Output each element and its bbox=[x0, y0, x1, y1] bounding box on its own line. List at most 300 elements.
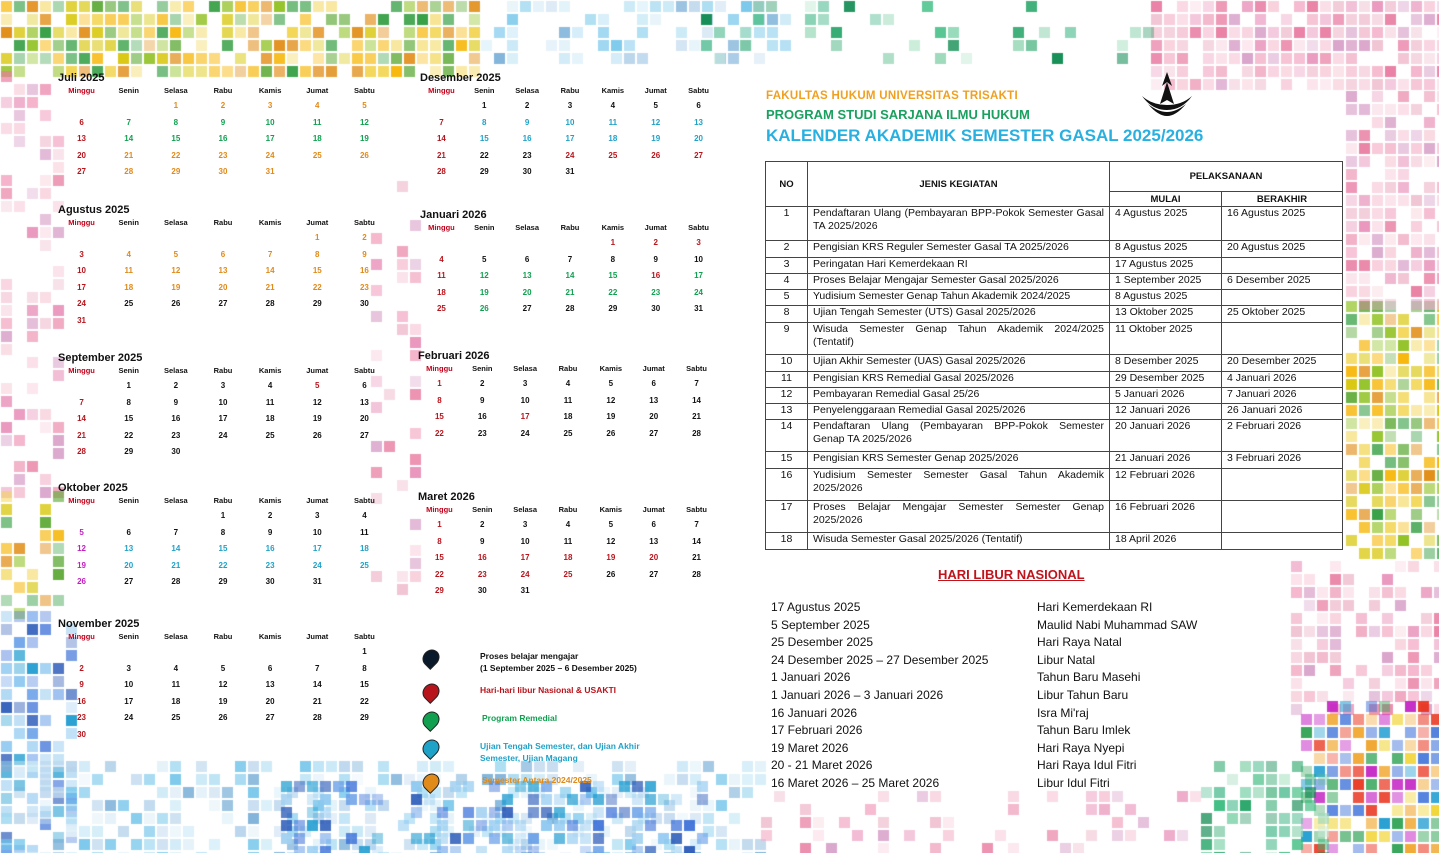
day-cell bbox=[199, 444, 246, 461]
day-cell: 26 bbox=[77, 577, 87, 586]
day-cell: 28 bbox=[312, 713, 322, 722]
weekday-label: Jumat bbox=[306, 496, 329, 505]
day-cell: 17 bbox=[312, 544, 322, 553]
weekday-header bbox=[58, 86, 388, 98]
col-pelaksanaan: PELAKSANAAN bbox=[1110, 162, 1343, 192]
holiday-name: Hari Raya Nyepi bbox=[1037, 740, 1125, 755]
day-cell: 21 bbox=[171, 560, 181, 570]
day-cell: 6 bbox=[267, 663, 273, 673]
day-cell: 16 bbox=[171, 414, 181, 423]
month-calendar bbox=[58, 72, 388, 181]
weekday-label: Jumat bbox=[642, 505, 665, 514]
day-cell: 16 bbox=[77, 696, 87, 706]
weekday-label: Selasa bbox=[163, 218, 188, 227]
table-row bbox=[766, 241, 1343, 258]
holiday-name: Tahun Baru Masehi bbox=[1037, 670, 1141, 685]
weekday-label: Selasa bbox=[163, 366, 188, 375]
day-cell: 10 bbox=[124, 680, 134, 689]
weekday-label: Selasa bbox=[513, 505, 538, 514]
day-cell: 19 bbox=[606, 553, 616, 562]
day-cell: 29 bbox=[479, 167, 489, 176]
weekday-label: Kamis bbox=[601, 223, 625, 232]
cell-mulai: 18 April 2026 bbox=[1110, 533, 1222, 550]
month-title: Oktober 2025 bbox=[58, 482, 128, 494]
cell-mulai: 12 Februari 2026 bbox=[1110, 469, 1222, 501]
day-cell: 23 bbox=[522, 150, 532, 160]
day-cell: 18 bbox=[608, 134, 618, 143]
week-row bbox=[418, 567, 718, 584]
day-cell: 5 bbox=[608, 379, 614, 388]
day-cell: 17 bbox=[124, 696, 134, 706]
weekday-label: Jumat bbox=[306, 86, 329, 95]
weekday-label: Senin bbox=[118, 632, 139, 641]
weekday-label: Senin bbox=[474, 223, 495, 232]
drop-icon bbox=[419, 708, 443, 732]
day-cell bbox=[549, 235, 592, 252]
day-cell: 14 bbox=[312, 680, 322, 689]
day-cell: 30 bbox=[477, 586, 487, 595]
day-cell: 15 bbox=[479, 134, 489, 143]
cell-kegiatan: Pengisian KRS Reguler Semester Gasal TA 2025/2026 bbox=[808, 241, 1110, 258]
day-cell: 30 bbox=[265, 577, 275, 586]
day-cell bbox=[247, 230, 294, 247]
day-cell: 18 bbox=[563, 412, 573, 421]
legend-item bbox=[420, 708, 710, 736]
day-cell: 21 bbox=[265, 282, 275, 292]
weekday-label: Kamis bbox=[258, 632, 282, 641]
cell-kegiatan: Pendaftaran Ulang (Pembayaran BPP-Pokok Semester Gasal TA 2025/2026 bbox=[808, 207, 1110, 241]
day-cell bbox=[199, 644, 246, 661]
day-cell bbox=[152, 727, 199, 744]
day-cell bbox=[152, 644, 199, 661]
day-cell: 11 bbox=[360, 527, 369, 537]
day-cell bbox=[506, 235, 549, 252]
day-cell: 28 bbox=[692, 569, 702, 579]
holiday-date: 25 Desember 2025 bbox=[771, 635, 874, 650]
month-title: Agustus 2025 bbox=[58, 204, 130, 216]
weekday-header bbox=[418, 505, 718, 517]
day-cell: 29 bbox=[434, 586, 444, 595]
weekday-label: Jumat bbox=[644, 86, 667, 95]
day-cell: 3 bbox=[696, 238, 701, 247]
day-cell: 15 bbox=[608, 271, 618, 280]
day-cell: 15 bbox=[312, 266, 322, 275]
day-cell: 9 bbox=[362, 249, 367, 259]
cell-berakhir bbox=[1222, 323, 1343, 355]
day-cell: 27 bbox=[649, 428, 659, 438]
cell-no: 4 bbox=[766, 274, 808, 290]
day-cell: 5 bbox=[608, 520, 614, 529]
day-cell: 4 bbox=[565, 520, 571, 529]
weekday-label: Rabu bbox=[560, 86, 580, 95]
holiday-name: Tahun Baru Imlek bbox=[1037, 723, 1131, 738]
holiday-row bbox=[771, 723, 1291, 741]
day-cell: 30 bbox=[359, 299, 369, 308]
week-row bbox=[420, 148, 720, 165]
cell-mulai: 29 Desember 2025 bbox=[1110, 372, 1222, 388]
day-cell: 31 bbox=[265, 167, 275, 176]
day-cell bbox=[420, 235, 463, 252]
day-cell: 11 bbox=[124, 266, 133, 275]
day-cell: 18 bbox=[171, 696, 181, 706]
day-cell: 14 bbox=[77, 414, 87, 423]
day-cell: 23 bbox=[651, 287, 661, 297]
cell-kegiatan: Wisuda Semester Genap Tahun Akademik 2024/2025 (Tentatif) bbox=[808, 323, 1110, 355]
holiday-name: Hari Kemerdekaan RI bbox=[1037, 600, 1153, 614]
day-cell: 13 bbox=[265, 680, 275, 689]
day-cell: 21 bbox=[124, 150, 134, 160]
cell-berakhir: 20 Agustus 2025 bbox=[1222, 241, 1343, 258]
day-cell: 15 bbox=[218, 544, 228, 553]
day-cell: 12 bbox=[312, 397, 322, 407]
cell-mulai: 5 Januari 2026 bbox=[1110, 388, 1222, 404]
day-cell: 3 bbox=[267, 101, 273, 110]
day-cell: 8 bbox=[173, 117, 179, 127]
day-cell: 24 bbox=[312, 560, 322, 570]
day-cell: 27 bbox=[359, 430, 369, 440]
holiday-date: 16 Januari 2026 bbox=[771, 705, 858, 720]
weekday-header bbox=[58, 366, 388, 378]
month-calendar bbox=[418, 350, 718, 442]
day-cell: 21 bbox=[436, 150, 446, 160]
weekday-label: Senin bbox=[118, 496, 139, 505]
cell-no: 2 bbox=[766, 241, 808, 258]
drop-icon bbox=[419, 770, 443, 794]
cell-no: 9 bbox=[766, 323, 808, 355]
day-cell: 14 bbox=[436, 134, 446, 143]
day-cell: 1 bbox=[610, 238, 616, 247]
day-cell bbox=[58, 378, 105, 395]
week-row bbox=[58, 115, 388, 132]
day-cell: 30 bbox=[171, 447, 181, 456]
day-cell: 16 bbox=[218, 134, 228, 143]
week-row bbox=[58, 164, 388, 181]
day-cell bbox=[341, 574, 388, 591]
weekday-label: Kamis bbox=[258, 218, 282, 227]
weekday-label: Kamis bbox=[258, 86, 282, 95]
week-row bbox=[58, 525, 388, 542]
legend bbox=[420, 646, 710, 798]
day-cell: 19 bbox=[651, 134, 661, 143]
day-cell: 14 bbox=[171, 544, 181, 553]
day-cell: 3 bbox=[315, 511, 320, 520]
cell-no: 15 bbox=[766, 452, 808, 469]
day-cell: 22 bbox=[434, 428, 444, 438]
cell-mulai: 16 Februari 2026 bbox=[1110, 501, 1222, 533]
day-cell: 23 bbox=[265, 560, 275, 570]
cell-berakhir bbox=[1222, 290, 1343, 306]
day-cell: 27 bbox=[694, 150, 704, 160]
day-cell: 29 bbox=[124, 447, 134, 456]
day-cell: 12 bbox=[359, 117, 369, 127]
day-cell: 12 bbox=[606, 395, 616, 405]
week-row bbox=[418, 517, 718, 534]
day-cell: 23 bbox=[477, 569, 487, 579]
table-row bbox=[766, 420, 1343, 452]
day-cell: 10 bbox=[265, 117, 275, 127]
weekday-label: Selasa bbox=[515, 86, 540, 95]
day-cell: 17 bbox=[265, 134, 275, 143]
day-cell bbox=[58, 508, 105, 525]
legend-item bbox=[420, 770, 710, 798]
day-cell bbox=[58, 644, 105, 661]
day-cell: 16 bbox=[359, 266, 369, 275]
table-row bbox=[766, 355, 1343, 372]
day-cell: 10 bbox=[520, 395, 530, 405]
day-cell: 4 bbox=[315, 101, 320, 110]
week-row bbox=[58, 508, 388, 525]
day-cell bbox=[105, 727, 152, 744]
day-cell: 27 bbox=[265, 713, 275, 722]
day-cell: 6 bbox=[126, 527, 131, 537]
day-cell: 11 bbox=[563, 536, 573, 546]
month-calendar bbox=[420, 209, 720, 318]
day-cell: 26 bbox=[479, 304, 489, 313]
day-cell: 25 bbox=[359, 560, 369, 570]
day-cell: 27 bbox=[124, 577, 134, 586]
day-cell: 20 bbox=[265, 696, 275, 706]
day-cell: 22 bbox=[218, 560, 228, 570]
day-cell: 2 bbox=[362, 233, 367, 242]
day-cell: 12 bbox=[606, 536, 616, 546]
week-row bbox=[58, 378, 388, 395]
day-cell: 24 bbox=[565, 150, 575, 160]
col-berakhir: BERAKHIR bbox=[1222, 192, 1343, 207]
day-cell: 4 bbox=[267, 381, 273, 390]
day-cell: 6 bbox=[362, 381, 367, 390]
cell-no: 11 bbox=[766, 372, 808, 388]
holiday-name: Maulid Nabi Muhammad SAW bbox=[1037, 617, 1198, 632]
day-cell: 28 bbox=[436, 167, 446, 176]
drop-icon bbox=[419, 646, 443, 670]
cell-no: 10 bbox=[766, 355, 808, 372]
weekday-label: Minggu bbox=[68, 366, 95, 375]
week-row bbox=[418, 550, 718, 567]
day-cell: 29 bbox=[171, 167, 181, 176]
legend-item bbox=[420, 680, 710, 708]
day-cell bbox=[152, 313, 199, 330]
day-cell: 2 bbox=[173, 381, 179, 390]
day-cell: 25 bbox=[124, 299, 134, 308]
cell-berakhir bbox=[1222, 501, 1343, 533]
week-row bbox=[58, 313, 388, 330]
day-cell: 1 bbox=[126, 381, 131, 390]
day-cell: 23 bbox=[477, 428, 487, 438]
weekday-label: Sabtu bbox=[353, 632, 375, 641]
day-cell: 18 bbox=[312, 134, 322, 143]
holiday-row bbox=[771, 776, 1291, 794]
cell-mulai: 12 Januari 2026 bbox=[1110, 404, 1222, 420]
table-row bbox=[766, 207, 1343, 241]
day-cell: 16 bbox=[522, 134, 532, 143]
week-row bbox=[58, 574, 388, 591]
table-row bbox=[766, 469, 1343, 501]
program-name: PROGRAM STUDI SARJANA ILMU HUKUM bbox=[766, 107, 1030, 122]
cell-berakhir: 16 Agustus 2025 bbox=[1222, 207, 1343, 241]
weekday-label: Sabtu bbox=[688, 223, 709, 232]
day-cell: 12 bbox=[479, 271, 489, 280]
week-row bbox=[420, 98, 720, 115]
day-cell: 12 bbox=[171, 266, 181, 275]
holiday-row bbox=[771, 758, 1291, 776]
week-row bbox=[58, 395, 388, 412]
weekday-label: Rabu bbox=[213, 86, 233, 95]
day-cell: 18 bbox=[265, 414, 275, 423]
day-cell: 11 bbox=[265, 397, 275, 407]
legend-text: Hari-hari libur Nasional & USAKTI bbox=[480, 685, 617, 695]
table-row bbox=[766, 306, 1343, 323]
weekday-label: Jumat bbox=[306, 218, 329, 227]
holiday-list bbox=[771, 600, 1291, 794]
day-cell: 7 bbox=[567, 254, 573, 264]
cell-kegiatan: Proses Belajar Mengajar Semester Gasal 2025/2026 bbox=[808, 274, 1110, 290]
calendar-title: KALENDER AKADEMIK SEMESTER GASAL 2025/2026 bbox=[766, 126, 1204, 145]
cell-mulai: 17 Agustus 2025 bbox=[1110, 258, 1222, 274]
weekday-header bbox=[420, 86, 720, 98]
day-cell: 13 bbox=[694, 117, 704, 127]
day-cell: 16 bbox=[651, 271, 661, 280]
day-cell: 22 bbox=[124, 430, 134, 440]
holiday-name: Libur Tahun Baru bbox=[1037, 687, 1129, 702]
holiday-date: 16 Maret 2026 – 25 Maret 2026 bbox=[771, 775, 940, 790]
day-cell: 14 bbox=[692, 395, 702, 405]
day-cell bbox=[247, 313, 294, 330]
day-cell bbox=[294, 313, 341, 330]
day-cell: 29 bbox=[359, 713, 369, 722]
cell-berakhir: 26 Januari 2026 bbox=[1222, 404, 1343, 420]
day-cell: 13 bbox=[649, 536, 659, 546]
day-cell: 8 bbox=[610, 254, 616, 264]
day-cell: 2 bbox=[79, 663, 84, 673]
day-cell bbox=[632, 583, 675, 600]
weekday-label: Minggu bbox=[68, 496, 95, 505]
month-title: Februari 2026 bbox=[418, 350, 490, 362]
day-cell: 31 bbox=[520, 586, 530, 595]
week-row bbox=[418, 409, 718, 426]
month-calendar bbox=[58, 482, 388, 591]
day-cell: 31 bbox=[694, 304, 704, 313]
holiday-title: HARI LIBUR NASIONAL bbox=[938, 567, 1085, 582]
day-cell bbox=[105, 98, 152, 115]
day-cell: 27 bbox=[522, 304, 532, 313]
day-cell: 30 bbox=[651, 304, 661, 313]
weekday-label: Minggu bbox=[426, 505, 453, 514]
day-cell: 28 bbox=[265, 299, 275, 308]
day-cell: 13 bbox=[124, 544, 134, 553]
day-cell: 23 bbox=[77, 713, 87, 722]
weekday-label: Jumat bbox=[642, 364, 665, 373]
table-row bbox=[766, 258, 1343, 274]
day-cell bbox=[58, 98, 105, 115]
holiday-date: 5 September 2025 bbox=[771, 617, 870, 632]
day-cell bbox=[105, 230, 152, 247]
weekday-label: Sabtu bbox=[688, 86, 709, 95]
holiday-date: 20 - 21 Maret 2026 bbox=[771, 758, 873, 773]
day-cell bbox=[675, 583, 718, 600]
cell-kegiatan: Wisuda Semester Gasal 2025/2026 (Tentatif) bbox=[808, 533, 1110, 550]
holiday-date: 17 Agustus 2025 bbox=[771, 600, 861, 614]
day-cell: 21 bbox=[312, 696, 322, 706]
day-cell: 27 bbox=[77, 167, 87, 176]
month-calendar bbox=[418, 491, 718, 600]
day-cell bbox=[341, 727, 388, 744]
day-cell: 3 bbox=[567, 101, 573, 110]
weekday-label: Senin bbox=[118, 366, 139, 375]
day-cell bbox=[247, 644, 294, 661]
week-row bbox=[58, 148, 388, 165]
holiday-date: 1 Januari 2026 – 3 Januari 2026 bbox=[771, 687, 944, 702]
day-cell: 19 bbox=[359, 134, 369, 143]
day-cell: 7 bbox=[267, 249, 273, 259]
day-cell: 22 bbox=[359, 696, 369, 706]
week-row bbox=[418, 426, 718, 443]
day-cell: 9 bbox=[480, 395, 485, 405]
day-cell: 20 bbox=[649, 412, 659, 421]
cell-mulai: 1 September 2025 bbox=[1110, 274, 1222, 290]
month-title: Desember 2025 bbox=[420, 72, 501, 84]
week-row bbox=[418, 393, 718, 410]
week-row bbox=[58, 694, 388, 711]
day-cell bbox=[247, 727, 294, 744]
day-cell: 7 bbox=[439, 117, 444, 127]
day-cell: 10 bbox=[565, 117, 575, 127]
weekday-label: Minggu bbox=[68, 218, 95, 227]
day-cell: 15 bbox=[434, 412, 444, 421]
holiday-row bbox=[771, 688, 1291, 706]
day-cell bbox=[294, 727, 341, 744]
cell-berakhir bbox=[1222, 258, 1343, 274]
day-cell: 9 bbox=[220, 117, 226, 127]
holiday-date: 19 Maret 2026 bbox=[771, 740, 849, 755]
weekday-header bbox=[58, 632, 388, 644]
weekday-label: Kamis bbox=[599, 505, 623, 514]
drop-icon bbox=[419, 736, 443, 760]
day-cell: 2 bbox=[480, 379, 485, 388]
week-row bbox=[58, 263, 388, 280]
day-cell bbox=[547, 583, 590, 600]
day-cell: 13 bbox=[522, 271, 532, 280]
legend-text: Proses belajar mengajar (1 September 2025 – 6 Desember 2025) bbox=[480, 651, 637, 673]
day-cell: 28 bbox=[171, 577, 181, 586]
day-cell: 3 bbox=[79, 249, 84, 259]
day-cell: 24 bbox=[124, 713, 134, 722]
day-cell: 1 bbox=[362, 647, 367, 656]
holiday-date: 1 Januari 2026 bbox=[771, 670, 851, 685]
day-cell bbox=[294, 164, 341, 181]
cell-kegiatan: Penyelenggaraan Remedial Gasal 2025/2026 bbox=[808, 404, 1110, 420]
day-cell: 31 bbox=[565, 167, 575, 176]
legend-text: Semester Antara 2024/2025 bbox=[482, 775, 592, 785]
day-cell: 30 bbox=[77, 729, 87, 739]
day-cell: 18 bbox=[359, 544, 369, 553]
day-cell: 29 bbox=[312, 299, 322, 308]
day-cell: 4 bbox=[565, 379, 571, 388]
cell-no: 17 bbox=[766, 501, 808, 533]
day-cell bbox=[634, 164, 677, 181]
cell-berakhir: 3 Februari 2026 bbox=[1222, 452, 1343, 469]
week-row bbox=[58, 727, 388, 744]
day-cell bbox=[105, 313, 152, 330]
month-calendar bbox=[58, 204, 388, 329]
day-cell: 17 bbox=[77, 282, 87, 292]
drop-icon bbox=[419, 680, 443, 704]
month-title: September 2025 bbox=[58, 352, 143, 364]
day-cell: 2 bbox=[220, 101, 226, 110]
day-cell: 24 bbox=[694, 287, 704, 297]
day-cell: 19 bbox=[171, 282, 181, 292]
week-row bbox=[58, 661, 388, 678]
weekday-label: Selasa bbox=[163, 496, 188, 505]
